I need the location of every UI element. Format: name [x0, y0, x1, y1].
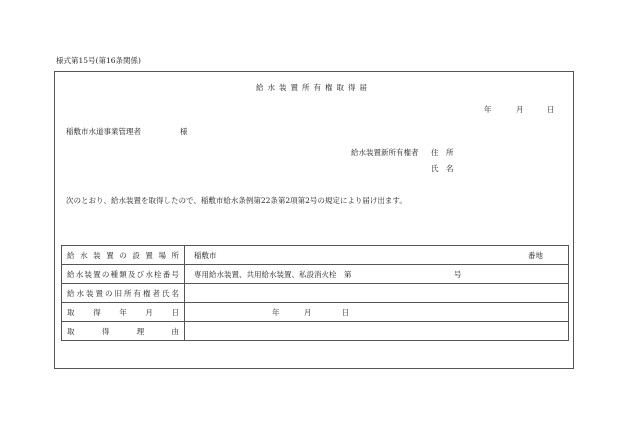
label-char: び	[136, 269, 145, 279]
previous-owner-label	[62, 284, 185, 303]
location-label	[62, 246, 185, 265]
label-char: 置	[95, 288, 103, 298]
label-char: の	[105, 288, 113, 298]
type-label-text	[67, 269, 179, 280]
declaration-text: 次のとおり、給水装置を取得したので、稲敷市給水条例第22条第2項第2号の規定により届け出ます。	[66, 196, 407, 205]
label-char: 装	[86, 288, 94, 298]
date-month-label: 月	[516, 105, 524, 114]
label-char: 装	[84, 269, 92, 279]
label-char: 年	[119, 307, 127, 317]
table-row	[62, 303, 569, 322]
details-table	[61, 245, 569, 341]
label-char: 者	[152, 288, 160, 298]
label-char: 取	[67, 307, 75, 317]
label-char: 置	[145, 250, 153, 260]
label-char: 給	[67, 288, 75, 298]
previous-owner-value	[185, 284, 569, 303]
acquisition-date-label-text	[67, 307, 179, 318]
label-char: 氏	[162, 288, 170, 298]
acquisition-date-label	[62, 303, 185, 322]
applicant-name-label: 氏 名	[431, 164, 454, 173]
label-char: 種	[110, 269, 119, 279]
label-char: 所	[124, 288, 132, 298]
addressee-name: 稲敷市水道事業管理者	[66, 127, 141, 136]
label-char: 装	[93, 250, 101, 260]
applicant-address-label: 住 所	[431, 148, 454, 157]
label-char: 及	[127, 269, 136, 279]
label-char: 栓	[154, 269, 162, 279]
label-char: 名	[171, 288, 179, 298]
label-char: 水	[75, 269, 84, 279]
table-row	[62, 265, 569, 284]
type-label	[62, 265, 185, 284]
previous-owner-label-text	[67, 288, 179, 299]
location-label-text	[67, 250, 179, 261]
location-suffix: 番地	[528, 250, 543, 260]
label-char: の	[119, 250, 127, 260]
date-day-label: 日	[547, 105, 555, 114]
acquisition-day: 日	[341, 307, 350, 317]
table-row	[62, 322, 569, 341]
reason-label-text	[67, 326, 179, 337]
label-char: 置	[93, 269, 101, 279]
type-value: 専用給水装置、共用給水装置、私設消火栓 第	[194, 269, 352, 279]
applicant-label: 給水装置新所有権者	[351, 148, 419, 157]
reason-label	[62, 322, 185, 341]
label-char: 取	[67, 326, 75, 336]
label-char: 月	[145, 307, 153, 317]
location-city: 稲敷市	[194, 250, 217, 260]
acquisition-year: 年	[272, 307, 280, 317]
form-title: 給水装置所有権取得届	[256, 83, 371, 92]
label-char: 置	[106, 250, 114, 260]
label-char: 水	[76, 288, 84, 298]
label-char: 有	[133, 288, 141, 298]
label-char: 理	[136, 326, 145, 336]
label-char: の	[101, 269, 110, 279]
label-char: 得	[101, 326, 110, 336]
acquisition-date-value	[185, 303, 569, 322]
date-year-label: 年	[484, 105, 492, 114]
label-char: 号	[171, 269, 179, 279]
type-suffix: 号	[453, 269, 462, 279]
label-char: 水	[80, 250, 88, 260]
table-row	[62, 284, 569, 303]
type-value-cell	[185, 265, 569, 284]
addressee-honorific: 様	[180, 127, 188, 136]
label-char: 得	[93, 307, 101, 317]
label-char: 番	[162, 269, 171, 279]
acquisition-month: 月	[303, 307, 312, 317]
label-char: 類	[119, 269, 127, 279]
label-char: 所	[171, 250, 179, 260]
label-char: 設	[132, 250, 140, 260]
label-char: 日	[171, 307, 179, 317]
reason-value	[185, 322, 569, 341]
table-row	[62, 246, 569, 265]
label-char: 給	[67, 269, 75, 279]
label-char: 旧	[114, 288, 122, 298]
location-value-cell	[185, 246, 569, 265]
label-char: 場	[158, 250, 166, 260]
label-char: 由	[171, 326, 179, 336]
label-char: 権	[143, 288, 151, 298]
label-char: 水	[145, 269, 153, 279]
location-value	[190, 250, 563, 261]
form-number: 様式第15号(第16条関係)	[56, 56, 141, 65]
label-char: 給	[67, 250, 75, 260]
